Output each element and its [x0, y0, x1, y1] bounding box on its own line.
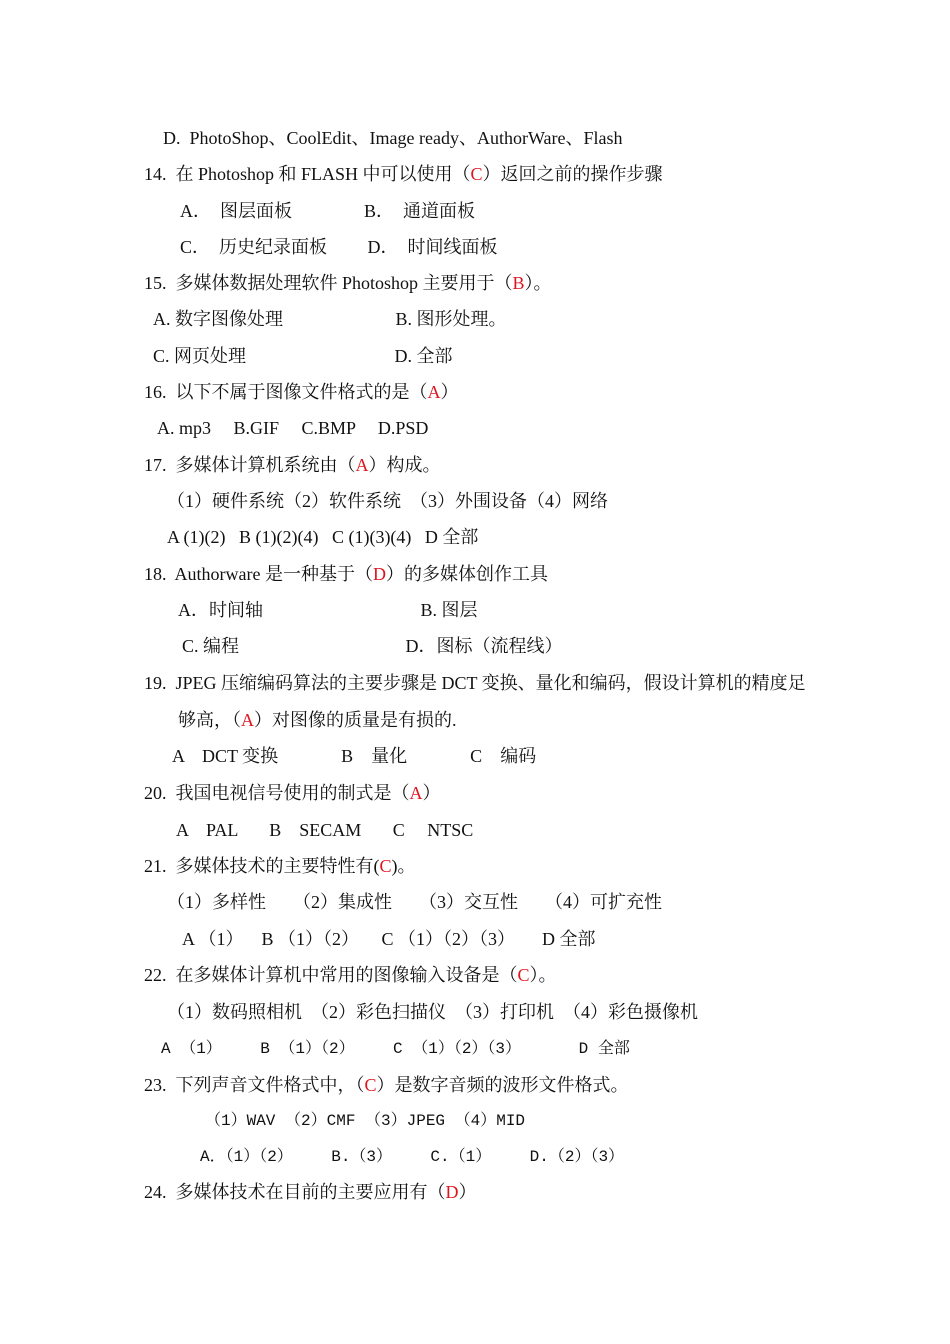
items-q21: （1）多样性 （2）集成性 （3）交互性 （4）可扩充性: [167, 892, 662, 912]
answer-q16: A: [427, 382, 441, 402]
question-14: 14. 在 Photoshop 和 FLASH 中可以使用（C）返回之前的操作步骤: [144, 164, 663, 184]
question-15: 15. 多媒体数据处理软件 Photoshop 主要用于（B）。: [144, 273, 552, 293]
items-q23: （1）WAV （2）CMF （3）JPEG （4）MID: [205, 1112, 526, 1130]
answer-q18: D: [372, 564, 386, 584]
answer-q14: C: [470, 164, 483, 184]
options-q16: A. mp3 B.GIF C.BMP D.PSD: [157, 418, 429, 438]
question-19-continued: 够高，（A）对图像的质量是有损的.: [178, 710, 457, 730]
question-22: 22. 在多媒体计算机中常用的图像输入设备是（C）。: [144, 965, 557, 985]
answer-q17: A: [355, 455, 369, 475]
options-q15-cd: C. 网页处理 D. 全部: [153, 346, 453, 366]
answer-q21: C: [379, 856, 392, 876]
options-q19: A DCT 变换 B 量化 C 编码: [172, 746, 537, 766]
question-24: 24. 多媒体技术在目前的主要应用有（D）: [144, 1182, 477, 1202]
answer-q22: C: [517, 965, 530, 985]
question-17: 17. 多媒体计算机系统由（A）构成。: [144, 455, 441, 475]
question-16: 16. 以下不属于图像文件格式的是（A）: [144, 382, 459, 402]
options-q14-cd: C． 历史纪录面板 D． 时间线面板: [180, 237, 498, 257]
question-21: 21. 多媒体技术的主要特性有(C)。: [144, 856, 416, 876]
question-23: 23. 下列声音文件格式中，（C）是数字音频的波形文件格式。: [144, 1075, 629, 1095]
options-q14-ab: A． 图层面板 B． 通道面板: [180, 201, 476, 221]
items-q17: （1）硬件系统（2）软件系统 （3）外围设备（4）网络: [167, 491, 608, 511]
options-q18-ab: A．时间轴 B. 图层: [178, 600, 478, 620]
options-q23: A．（1）（2） B.（3） C.（1） D.（2）（3）: [200, 1148, 625, 1166]
options-q17: A (1)(2) B (1)(2)(4) C (1)(3)(4) D 全部: [167, 527, 479, 547]
options-q20: A PAL B SECAM C NTSC: [176, 820, 474, 840]
options-q18-cd: C. 编程 D．图标（流程线）: [182, 636, 563, 656]
answer-q19: A: [241, 710, 254, 730]
question-19: 19. JPEG 压缩编码算法的主要步骤是 DCT 变换、量化和编码，假设计算机的精度足: [144, 673, 806, 693]
option-line-q13-d: D. PhotoShop、CoolEdit、Image ready、AuthorWare、Flash: [163, 128, 623, 148]
answer-q20: A: [409, 783, 423, 803]
answer-q23: C: [364, 1075, 377, 1095]
question-18: 18. Authorware 是一种基于（D）的多媒体创作工具: [144, 564, 548, 584]
answer-q15: B: [512, 273, 525, 293]
options-q21: A （1） B （1）（2） C （1）（2）（3） D 全部: [182, 929, 596, 949]
answer-q24: D: [445, 1182, 459, 1202]
options-q22: A （1） B （1）（2） C （1）（2）（3） D 全部: [161, 1040, 630, 1058]
question-20: 20. 我国电视信号使用的制式是（A）: [144, 783, 441, 803]
items-q22: （1）数码照相机 （2）彩色扫描仪 （3）打印机 （4）彩色摄像机: [167, 1002, 698, 1022]
options-q15-ab: A. 数字图像处理 B. 图形处理。: [153, 309, 507, 329]
